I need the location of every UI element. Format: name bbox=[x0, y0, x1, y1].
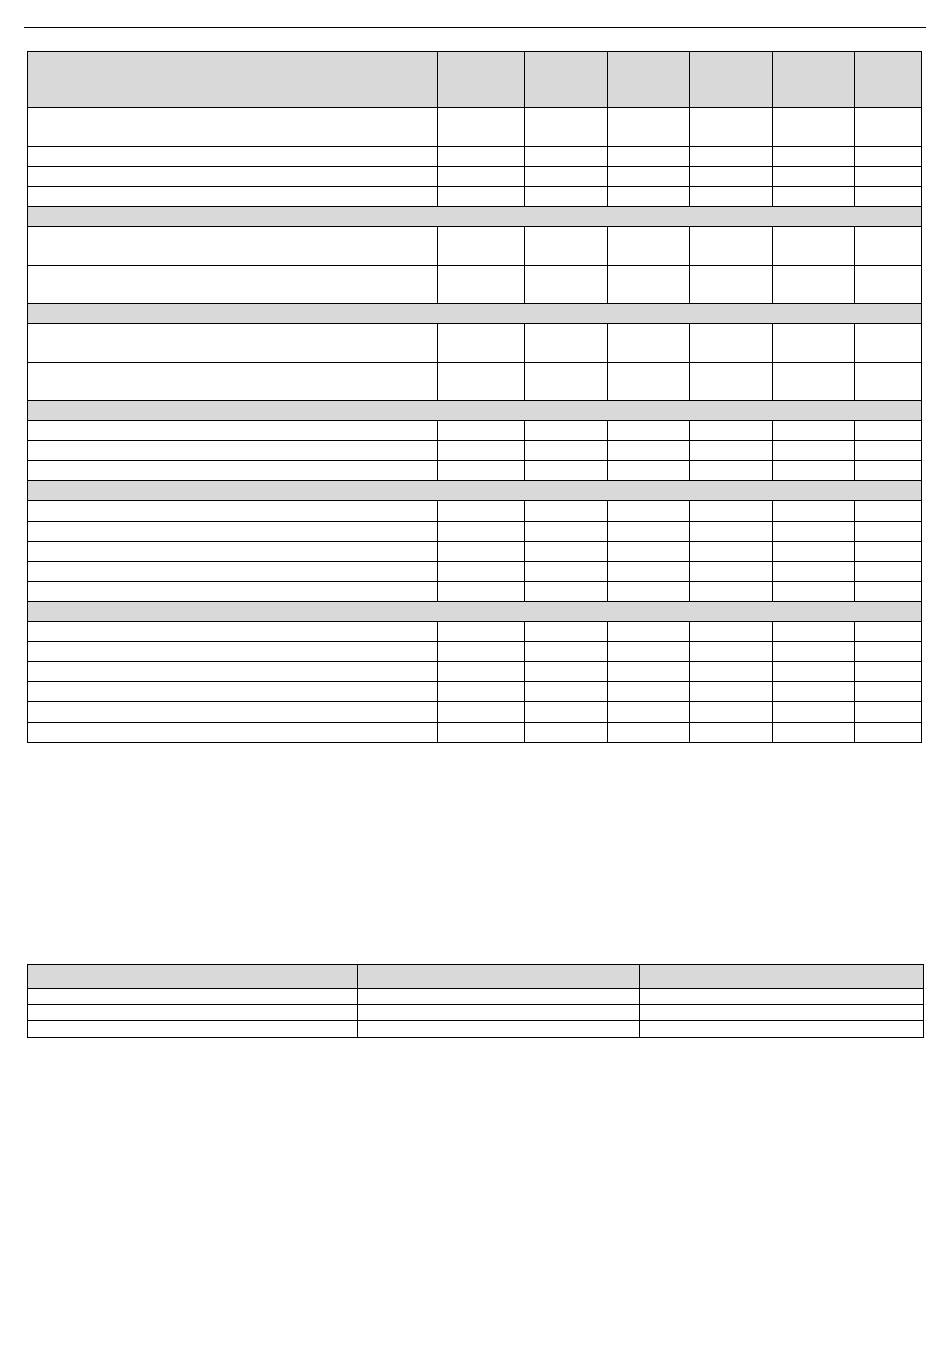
table-row bbox=[28, 266, 922, 304]
table-cell bbox=[773, 562, 855, 582]
table-cell bbox=[438, 642, 525, 662]
table-cell bbox=[608, 266, 690, 304]
table-cell bbox=[608, 522, 690, 542]
table-row bbox=[28, 461, 922, 481]
table-cell bbox=[690, 461, 773, 481]
table-cell bbox=[855, 562, 922, 582]
table-cell bbox=[608, 622, 690, 642]
table-cell bbox=[28, 501, 438, 522]
header-cell bbox=[358, 965, 640, 989]
table-cell bbox=[773, 622, 855, 642]
table-row bbox=[28, 363, 922, 401]
header-cell bbox=[525, 52, 608, 108]
table-cell bbox=[525, 421, 608, 441]
table-cell bbox=[525, 227, 608, 266]
header-cell bbox=[608, 52, 690, 108]
section-band-cell bbox=[28, 401, 922, 421]
table-cell bbox=[855, 421, 922, 441]
table-cell bbox=[690, 522, 773, 542]
header-cell bbox=[640, 965, 924, 989]
table-cell bbox=[28, 167, 438, 187]
table-cell bbox=[608, 542, 690, 562]
table-row bbox=[28, 1005, 924, 1021]
table-cell bbox=[855, 266, 922, 304]
section-band-row bbox=[28, 401, 922, 421]
table-cell bbox=[438, 662, 525, 682]
table-row bbox=[28, 642, 922, 662]
table-cell bbox=[525, 622, 608, 642]
main-table-header-row bbox=[28, 52, 922, 108]
table-cell bbox=[358, 1021, 640, 1038]
table-cell bbox=[855, 642, 922, 662]
table-cell bbox=[855, 441, 922, 461]
table-row bbox=[28, 108, 922, 147]
table-cell bbox=[855, 227, 922, 266]
table-cell bbox=[438, 147, 525, 167]
table-cell bbox=[773, 723, 855, 743]
table-cell bbox=[690, 421, 773, 441]
table-cell bbox=[525, 702, 608, 723]
table-cell bbox=[28, 1021, 358, 1038]
table-cell bbox=[525, 522, 608, 542]
table-cell bbox=[608, 324, 690, 363]
table-cell bbox=[773, 266, 855, 304]
table-cell bbox=[855, 522, 922, 542]
table-cell bbox=[855, 702, 922, 723]
table-cell bbox=[525, 363, 608, 401]
table-cell bbox=[525, 441, 608, 461]
table-cell bbox=[855, 542, 922, 562]
table-cell bbox=[608, 227, 690, 266]
table-cell bbox=[773, 187, 855, 207]
section-band-cell bbox=[28, 602, 922, 622]
table-cell bbox=[640, 989, 924, 1005]
table-cell bbox=[690, 682, 773, 702]
table-cell bbox=[640, 1005, 924, 1021]
table-cell bbox=[525, 582, 608, 602]
table-cell bbox=[690, 562, 773, 582]
table-cell bbox=[773, 363, 855, 401]
table-cell bbox=[690, 702, 773, 723]
table-cell bbox=[608, 723, 690, 743]
table-cell bbox=[773, 682, 855, 702]
table-cell bbox=[438, 441, 525, 461]
table-cell bbox=[690, 501, 773, 522]
header-cell bbox=[855, 52, 922, 108]
table-cell bbox=[773, 662, 855, 682]
header-cell bbox=[28, 965, 358, 989]
table-cell bbox=[525, 167, 608, 187]
table-cell bbox=[28, 582, 438, 602]
table-cell bbox=[525, 147, 608, 167]
table-row bbox=[28, 723, 922, 743]
table-cell bbox=[28, 989, 358, 1005]
section-band-row bbox=[28, 304, 922, 324]
table-cell bbox=[855, 324, 922, 363]
table-cell bbox=[855, 187, 922, 207]
table-cell bbox=[28, 662, 438, 682]
table-cell bbox=[608, 461, 690, 481]
table-row bbox=[28, 1021, 924, 1038]
table-cell bbox=[438, 421, 525, 441]
section-band-row bbox=[28, 602, 922, 622]
table-cell bbox=[608, 682, 690, 702]
header-cell bbox=[773, 52, 855, 108]
table-cell bbox=[773, 542, 855, 562]
table-cell bbox=[438, 324, 525, 363]
table-cell bbox=[690, 266, 773, 304]
table-cell bbox=[438, 266, 525, 304]
table-row bbox=[28, 582, 922, 602]
table-cell bbox=[855, 582, 922, 602]
table-cell bbox=[28, 622, 438, 642]
main-table bbox=[27, 51, 922, 743]
table-cell bbox=[690, 642, 773, 662]
table-cell bbox=[438, 108, 525, 147]
table-cell bbox=[438, 542, 525, 562]
table-cell bbox=[438, 187, 525, 207]
table-cell bbox=[525, 662, 608, 682]
table-cell bbox=[690, 582, 773, 602]
table-cell bbox=[28, 441, 438, 461]
table-cell bbox=[438, 582, 525, 602]
table-cell bbox=[438, 167, 525, 187]
table-row bbox=[28, 167, 922, 187]
table-row bbox=[28, 187, 922, 207]
secondary-table-header-row bbox=[28, 965, 924, 989]
table-cell bbox=[608, 441, 690, 461]
table-cell bbox=[690, 441, 773, 461]
table-cell bbox=[28, 147, 438, 167]
table-cell bbox=[608, 562, 690, 582]
table-cell bbox=[773, 642, 855, 662]
table-cell bbox=[773, 441, 855, 461]
table-cell bbox=[525, 266, 608, 304]
table-cell bbox=[28, 227, 438, 266]
table-cell bbox=[608, 582, 690, 602]
table-cell bbox=[690, 723, 773, 743]
table-cell bbox=[525, 562, 608, 582]
table-cell bbox=[28, 702, 438, 723]
table-cell bbox=[525, 723, 608, 743]
table-cell bbox=[525, 642, 608, 662]
table-cell bbox=[855, 363, 922, 401]
table-cell bbox=[855, 167, 922, 187]
table-cell bbox=[438, 622, 525, 642]
table-cell bbox=[690, 227, 773, 266]
table-row bbox=[28, 441, 922, 461]
table-row bbox=[28, 501, 922, 522]
table-row bbox=[28, 562, 922, 582]
table-cell bbox=[28, 642, 438, 662]
table-row bbox=[28, 421, 922, 441]
table-cell bbox=[28, 723, 438, 743]
table-cell bbox=[608, 363, 690, 401]
header-cell bbox=[438, 52, 525, 108]
table-row bbox=[28, 682, 922, 702]
section-band-row bbox=[28, 481, 922, 501]
section-band-cell bbox=[28, 207, 922, 227]
table-cell bbox=[855, 461, 922, 481]
table-cell bbox=[773, 582, 855, 602]
table-cell bbox=[525, 542, 608, 562]
table-cell bbox=[525, 324, 608, 363]
table-cell bbox=[438, 723, 525, 743]
table-cell bbox=[28, 187, 438, 207]
table-cell bbox=[438, 682, 525, 702]
table-cell bbox=[690, 108, 773, 147]
table-cell bbox=[773, 167, 855, 187]
table-cell bbox=[855, 682, 922, 702]
table-cell bbox=[690, 622, 773, 642]
table-cell bbox=[773, 501, 855, 522]
table-cell bbox=[773, 227, 855, 266]
table-cell bbox=[28, 461, 438, 481]
table-cell bbox=[608, 187, 690, 207]
table-cell bbox=[28, 682, 438, 702]
table-cell bbox=[28, 542, 438, 562]
table-cell bbox=[855, 147, 922, 167]
table-cell bbox=[28, 363, 438, 401]
table-cell bbox=[773, 702, 855, 723]
table-row bbox=[28, 324, 922, 363]
table-cell bbox=[28, 108, 438, 147]
table-cell bbox=[525, 501, 608, 522]
table-cell bbox=[28, 421, 438, 441]
table-cell bbox=[608, 662, 690, 682]
table-cell bbox=[855, 501, 922, 522]
table-row bbox=[28, 522, 922, 542]
table-cell bbox=[773, 461, 855, 481]
section-band-cell bbox=[28, 304, 922, 324]
table-cell bbox=[358, 1005, 640, 1021]
table-row bbox=[28, 227, 922, 266]
table-cell bbox=[608, 147, 690, 167]
table-cell bbox=[28, 562, 438, 582]
table-cell bbox=[690, 662, 773, 682]
table-cell bbox=[525, 461, 608, 481]
table-cell bbox=[608, 421, 690, 441]
header-rule bbox=[24, 27, 926, 28]
table-cell bbox=[640, 1021, 924, 1038]
section-band-cell bbox=[28, 481, 922, 501]
table-cell bbox=[608, 167, 690, 187]
section-band-row bbox=[28, 207, 922, 227]
table-cell bbox=[690, 363, 773, 401]
table-cell bbox=[438, 227, 525, 266]
table-cell bbox=[855, 662, 922, 682]
table-row bbox=[28, 702, 922, 723]
table-cell bbox=[28, 522, 438, 542]
header-cell bbox=[690, 52, 773, 108]
table-cell bbox=[690, 167, 773, 187]
table-cell bbox=[608, 501, 690, 522]
table-cell bbox=[773, 324, 855, 363]
table-row bbox=[28, 989, 924, 1005]
table-cell bbox=[438, 522, 525, 542]
table-cell bbox=[358, 989, 640, 1005]
table-cell bbox=[608, 108, 690, 147]
table-cell bbox=[855, 723, 922, 743]
table-cell bbox=[28, 1005, 358, 1021]
table-cell bbox=[608, 642, 690, 662]
table-row bbox=[28, 147, 922, 167]
table-cell bbox=[438, 501, 525, 522]
table-cell bbox=[690, 147, 773, 167]
table-row bbox=[28, 622, 922, 642]
table-row bbox=[28, 662, 922, 682]
table-cell bbox=[690, 187, 773, 207]
header-cell bbox=[28, 52, 438, 108]
table-cell bbox=[438, 702, 525, 723]
table-cell bbox=[608, 702, 690, 723]
table-cell bbox=[525, 187, 608, 207]
table-cell bbox=[773, 522, 855, 542]
table-cell bbox=[438, 562, 525, 582]
table-cell bbox=[690, 542, 773, 562]
table-cell bbox=[438, 363, 525, 401]
table-cell bbox=[28, 324, 438, 363]
table-cell bbox=[773, 108, 855, 147]
secondary-table bbox=[27, 964, 924, 1038]
table-row bbox=[28, 542, 922, 562]
table-cell bbox=[855, 108, 922, 147]
table-cell bbox=[773, 147, 855, 167]
table-cell bbox=[438, 461, 525, 481]
table-cell bbox=[525, 108, 608, 147]
table-cell bbox=[28, 266, 438, 304]
table-cell bbox=[690, 324, 773, 363]
table-cell bbox=[525, 682, 608, 702]
table-cell bbox=[773, 421, 855, 441]
table-cell bbox=[855, 622, 922, 642]
